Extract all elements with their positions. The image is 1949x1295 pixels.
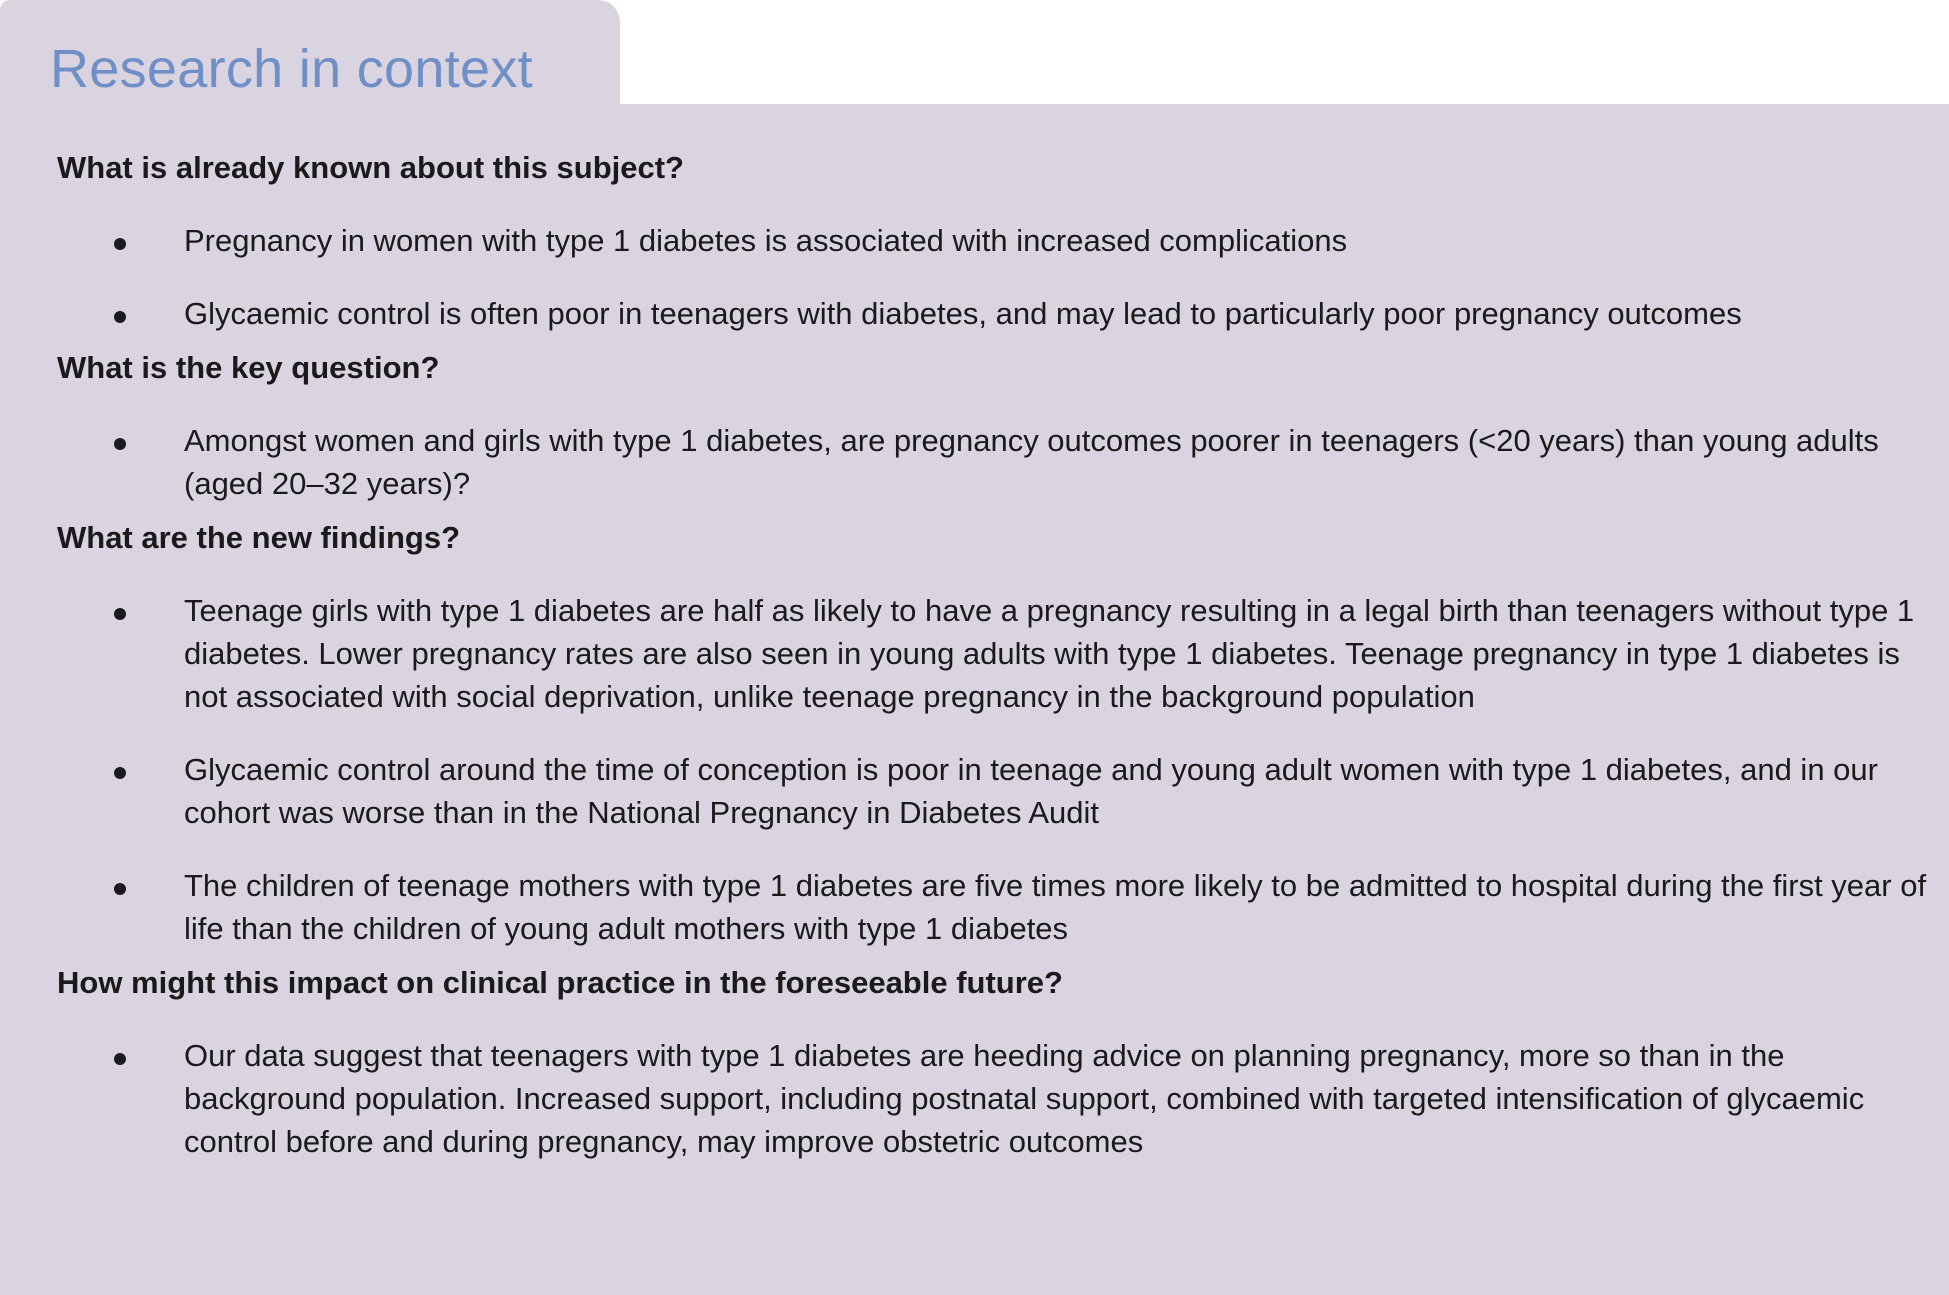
bullet-icon xyxy=(114,238,126,250)
bullet-text: Glycaemic control around the time of conception is poor in teenage and young adult women with type 1 diabetes, and in our cohort was worse than in the National Pregnancy in Diabetes Audit xyxy=(184,752,1878,830)
bullet-text: Amongst women and girls with type 1 diabetes, are pregnancy outcomes poorer in teenagers (<20 years) than young adults (aged 20–32 years)? xyxy=(184,423,1879,501)
panel-content xyxy=(57,146,1927,1163)
bullet-text: Glycaemic control is often poor in teenagers with diabetes, and may lead to particularly poor pregnancy outcomes xyxy=(184,296,1742,331)
bullet-icon xyxy=(114,883,126,895)
bullet-icon xyxy=(114,767,126,779)
list-item xyxy=(57,1034,1944,1163)
bullet-text: The children of teenage mothers with type 1 diabetes are five times more likely to be admitted to hospital during the first year of life than the children of young adult mothers with type 1 diabetes xyxy=(184,868,1927,946)
list-item xyxy=(57,864,1944,950)
bullet-text: Our data suggest that teenagers with type 1 diabetes are heeding advice on planning pregnancy, more so than in the background population. Increased support, including postnatal support, combined with targeted intensification of glycaemic control before and during pregnancy, may improve obstetric outcomes xyxy=(184,1038,1865,1159)
bullet-icon xyxy=(114,608,126,620)
section-heading: How might this impact on clinical practice in the foreseeable future? xyxy=(57,965,1063,1000)
box-title: Research in context xyxy=(50,39,533,99)
section-heading: What are the new findings? xyxy=(57,520,461,555)
section-clinical-impact xyxy=(57,961,1927,1163)
list-item xyxy=(57,589,1944,718)
bullet-text: Teenage girls with type 1 diabetes are half as likely to have a pregnancy resulting in a legal birth than teenagers without type 1 diabetes. Lower pregnancy rates are also seen in young adults with type 1 diabetes. Teenage pregnancy in type 1 diabetes is not associated with social deprivation, unlike teenage pregnancy in the background population xyxy=(184,593,1915,714)
list-item xyxy=(57,292,1944,335)
research-in-context-panel xyxy=(0,104,1949,1295)
bullet-list xyxy=(57,589,1927,950)
bullet-list xyxy=(57,219,1927,335)
bullet-list xyxy=(57,419,1927,505)
list-item xyxy=(57,219,1944,262)
section-new-findings xyxy=(57,516,1927,950)
section-known xyxy=(57,146,1927,335)
bullet-icon xyxy=(114,438,126,450)
bullet-text: Pregnancy in women with type 1 diabetes is associated with increased complications xyxy=(184,223,1348,258)
bullet-list xyxy=(57,1034,1927,1163)
list-item xyxy=(57,748,1944,834)
bullet-icon xyxy=(114,311,126,323)
section-key-question xyxy=(57,346,1927,505)
list-item xyxy=(57,419,1944,505)
section-heading: What is the key question? xyxy=(57,350,440,385)
section-heading: What is already known about this subject? xyxy=(57,150,684,185)
bullet-icon xyxy=(114,1053,126,1065)
